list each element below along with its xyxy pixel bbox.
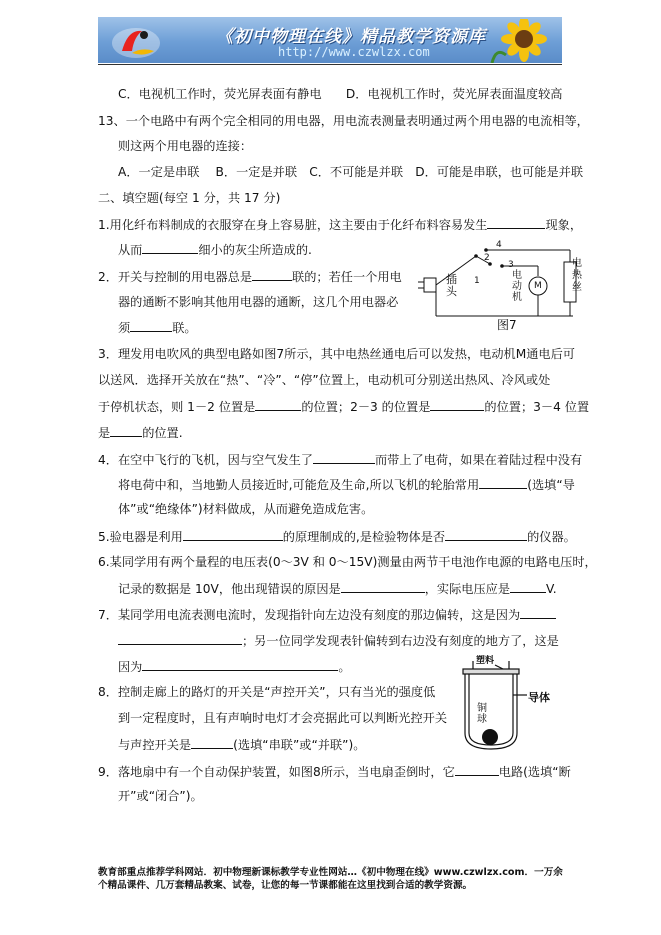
blank[interactable] [510,580,546,593]
fill-question-4: 4．在空中飞行的飞机，因与空气发生了 而带上了电荷，如果在着陆过程中没有 [98,453,583,467]
blank[interactable] [455,763,499,776]
blank[interactable] [520,606,556,619]
blank[interactable] [183,528,283,541]
figure-8-tilt-switch [443,655,553,755]
fig8-plastic-label: 塑料 [476,656,495,666]
blank[interactable] [110,424,142,437]
fig7-n2: 2 [484,253,490,263]
blank[interactable] [487,216,545,229]
blank[interactable] [142,241,198,254]
choice-line-13: A．一定是串联 B．一定是并联 C．不可能是并联 D．可能是串联，也可能是并联 [118,165,584,179]
fig8-ball-label: 铜球 [477,703,487,725]
header-title: 《初中物理在线》精品教学资源库 [216,27,486,47]
site-logo-icon [108,21,164,61]
fill-question-8-b: 到一定程度时，且有声响时电灯才会亮据此可以判断光控开关 [118,711,448,725]
fill-question-4-b: 将电荷中和，当地勤人员接近时,可能危及生命,所以飞机的轮胎常用 (选填“导 [118,478,575,492]
header-url[interactable]: http://www.czwlzx.com [278,45,430,59]
blank[interactable] [142,658,338,671]
fill-question-4-c: 体”或“绝缘体”)材料做成，从而避免造成危害。 [118,502,374,516]
fill-question-1: 1.用化纤布料制成的衣服穿在身上容易脏，这主要由于化纤布料容易发生 现象， [98,218,583,232]
blank[interactable] [313,451,375,464]
blank[interactable] [130,319,172,332]
fill-question-7-c: 因为 。 [118,660,351,674]
question-13-cont: 则这两个用电器的连接： [118,139,253,153]
fill-question-2-cont: 器的通断不影响其他用电器的通断，这几个用电器必 [118,295,399,309]
footer-line-2: 个精品课件、几万套精品教案、试卷，让您的每一节课都能在这里找到合适的教学资源。 [98,880,473,891]
blank[interactable] [341,580,425,593]
copper-ball [482,729,498,745]
fill-question-5: 5.验电器是利用 的原理制成的,是检验物体是否 的仪器。 [98,530,576,544]
fill-question-3-b: 以送风．选择开关放在“热”、“冷”、“停”位置上，电动机可分别送出热风、冷风或处 [98,373,551,387]
fig7-motor-label: 电动机 [512,270,522,303]
fill-question-8-c: 与声控开关是 (选填“串联”或“并联”)。 [118,738,366,752]
footer-line-1: 教育部重点推荐学科网站．初中物理新课标教学专业性网站…《初中物理在线》www.czwlzx.com．一万余 [98,867,563,878]
fig7-n3: 3 [508,260,514,270]
fig7-caption: 图7 [497,318,517,332]
fill-question-3: 3．理发用电吹风的典型电路如图7所示，其中电热丝通电后可以发热，电动机M通电后可 [98,347,575,361]
fill-question-7: 7．某同学用电流表测电流时，发现指针向左边没有刻度的那边偏转，这是因为 [98,606,556,623]
fig7-plug-label: 插头 [446,273,457,298]
fill-question-9-b: 开”或“闭合”)。 [118,789,203,803]
blank[interactable] [430,398,484,411]
blank[interactable] [255,398,301,411]
fill-question-6: 6.某同学用有两个量程的电压表(0～3V 和 0～15V)测量由两节干电池作电源的电路电压时， [98,555,597,569]
choice-line-12: C．电视机工作时，荧光屏表面有静电 D．电视机工作时，荧光屏表面温度较高 [118,87,563,101]
header-rule [98,64,562,65]
blank[interactable] [191,736,233,749]
blank[interactable] [252,268,292,281]
blank[interactable] [445,528,527,541]
fill-question-8: 8．控制走廊上的路灯的开关是“声控开关”，只有当光的强度低 [98,685,436,699]
fill-question-2: 2．开关与控制的用电器总是 联的；若任一个用电 [98,270,402,284]
fig7-heater-label: 电热丝 [572,258,582,293]
question-13: 13、一个电路中有两个完全相同的用电器，用电流表测量表明通过两个用电器的电流相等， [98,114,589,128]
fill-question-9: 9．落地扇中有一个自动保护装置，如图8所示，当电扇歪倒时，它 电路(选填“断 [98,765,571,779]
fill-question-1-cont: 从而 细小的灰尘所造成的. [118,243,312,257]
blank[interactable] [479,476,527,489]
fill-question-6-b: 记录的数据是 10V，他出现错误的原因是 ，实际电压应是 V. [118,582,557,596]
fig7-n1: 1 [474,276,480,286]
fill-question-7-b: ；另一位同学发现表针偏转到右边没有刻度的地方了，这是 [118,632,559,649]
sunflower-icon [484,19,556,63]
blank[interactable] [118,632,242,645]
fig7-n4: 4 [496,240,502,250]
fill-question-2-end: 须 联。 [118,321,197,335]
header-banner [98,17,562,63]
fig8-conductor-label: 导体 [528,691,550,704]
fill-question-3-d: 是 的位置. [98,426,183,440]
fill-question-3-c: 于停机状态，则 1－2 位置是 的位置；2－3 的位置是 的位置；3－4 位置 [98,400,590,414]
section-heading: 二、填空题(每空 1 分，共 17 分) [98,191,281,205]
fig7-motor-symbol: M [534,281,542,291]
